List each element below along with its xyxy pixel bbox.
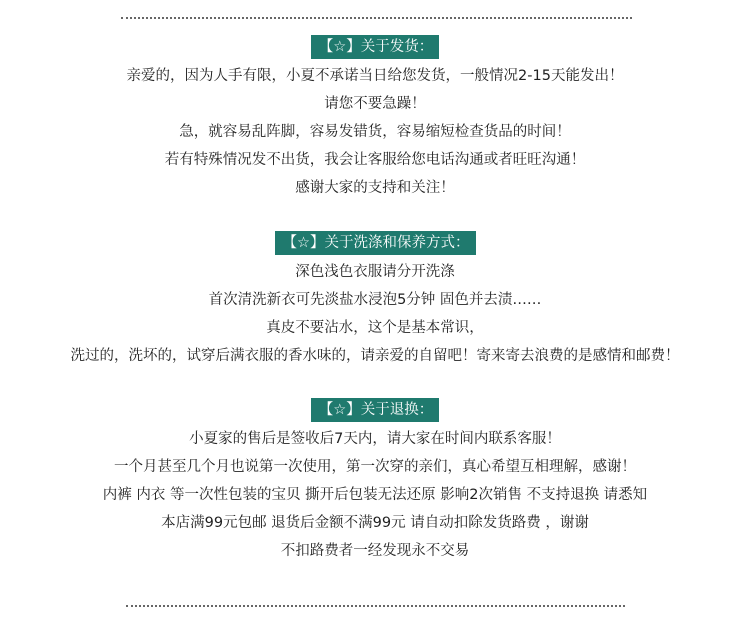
washing-line: 深色浅色衣服请分开洗涤	[295, 264, 455, 280]
washing-line: 洗过的，洗坏的，试穿后满衣服的香水味的，请亲爱的自留吧！寄来寄去浪费的是感情和邮费！	[70, 348, 680, 364]
top-dotted-divider	[121, 17, 632, 19]
returns-line: 一个月甚至几个月也说第一次使用，第一次穿的亲们，真心希望互相理解，感谢！	[114, 459, 636, 475]
shipping-line: 急，就容易乱阵脚，容易发错货，容易缩短检查货品的时间！	[179, 124, 571, 140]
washing-line: 真皮不要沾水，这个是基本常识，	[266, 320, 484, 336]
shipping-line: 感谢大家的支持和关注！	[295, 180, 455, 196]
shipping-line: 请您不要急躁！	[324, 96, 426, 112]
shipping-heading: 【☆】关于发货：	[311, 35, 440, 59]
returns-line: 本店满99元包邮 退货后金额不满99元 请自动扣除发货路费 ，谢谢	[161, 515, 589, 531]
washing-care-heading: 【☆】关于洗涤和保养方式：	[275, 231, 476, 255]
returns-section	[0, 398, 750, 565]
shipping-line: 亲爱的，因为人手有限，小夏不承诺当日给您发货，一般情况2-15天能发出！	[126, 68, 624, 84]
washing-line: 首次清洗新衣可先淡盐水浸泡5分钟 固色并去渍……	[208, 292, 542, 308]
returns-line: 小夏家的售后是签收后7天内，请大家在时间内联系客服！	[189, 431, 561, 447]
washing-care-section	[0, 231, 750, 370]
returns-line: 不扣路费者一经发现永不交易	[280, 543, 470, 559]
shipping-line: 若有特殊情况发不出货，我会让客服给您电话沟通或者旺旺沟通！	[164, 152, 586, 168]
bottom-dotted-divider	[126, 605, 625, 607]
returns-line: 内裤 内衣 等一次性包装的宝贝 撕开后包装无法还原 影响2次销售 不支持退换 请悉知	[102, 487, 648, 503]
shipping-section	[0, 35, 750, 202]
returns-heading: 【☆】关于退换：	[311, 398, 440, 422]
